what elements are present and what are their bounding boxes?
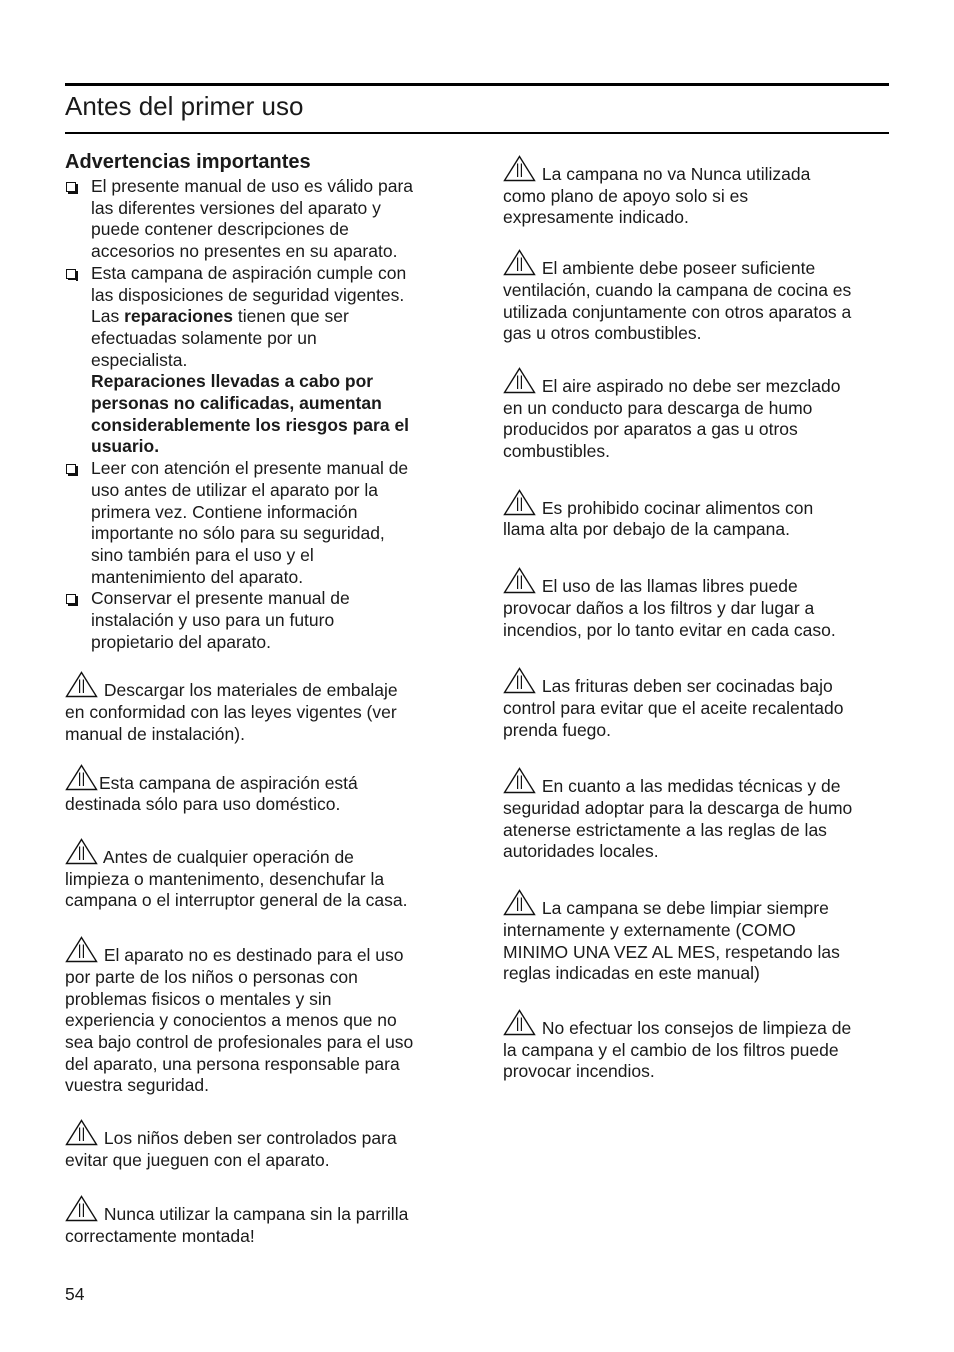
warning-line: seguridad adoptar para la descarga de humo (503, 798, 853, 819)
bullet-line: accesorios no presentes en su aparato. (91, 241, 398, 262)
bullet-line: puede contener descripciones de (91, 219, 349, 240)
warning-first-line: No efectuar los consejos de limpieza de (537, 1017, 852, 1038)
warning-first-line: El uso de las llamas libres puede (537, 576, 798, 597)
warning-line: en un conducto para descarga de humo (503, 397, 813, 418)
warning-first-line: El aparato no es destinado para el uso (99, 945, 404, 966)
warning-first-line: Nunca utilizar la campana sin la parrilla (99, 1204, 409, 1225)
warning-first-line: Antes de cualquier operación de (99, 846, 354, 867)
bullet-line: tienen que ser (233, 306, 349, 327)
warning-paragraph (65, 936, 455, 1097)
warning-line: correctamente montada! (65, 1226, 255, 1247)
warning-line: experiencia y conocientos a menos que no (65, 1010, 397, 1031)
warning-triangle-icon (503, 489, 536, 516)
warning-line: utilizada conjuntamente con otros aparatos a (503, 301, 852, 322)
warning-triangle-icon (65, 1195, 98, 1222)
bullet-line: primera vez. Contiene información (91, 501, 358, 522)
warning-paragraph (503, 567, 893, 641)
bullet-line: mantenimiento del aparato. (91, 566, 304, 587)
warning-paragraph (503, 155, 893, 229)
warning-line: campana o el interruptor general de la casa. (65, 890, 408, 911)
bullet-item (65, 263, 455, 458)
warning-paragraph (503, 1009, 893, 1083)
page-number: 54 (65, 1284, 85, 1304)
bullet-line: instalación y uso para un futuro (91, 610, 335, 631)
warning-paragraph (65, 764, 455, 816)
bullet-line: especialista. (91, 349, 188, 370)
bullet-line: uso antes de utilizar el aparato por la (91, 479, 378, 500)
header-rule-bottom (65, 132, 889, 134)
bold-warning-line: personas no calificadas, aumentan (91, 393, 382, 414)
bold-keyword: reparaciones (124, 306, 234, 327)
warning-triangle-icon (503, 667, 536, 694)
warning-paragraph (65, 1119, 455, 1171)
warning-line: problemas fisicos o mentales y sin (65, 988, 332, 1009)
bullet-list (65, 176, 455, 653)
warning-paragraph (503, 367, 893, 463)
warning-line: como plano de apoyo solo si es (503, 185, 749, 206)
warning-triangle-icon (65, 764, 98, 791)
warning-first-line: Es prohibido cocinar alimentos con (537, 497, 814, 518)
warning-triangle-icon (503, 1009, 536, 1036)
warning-line: limpieza o mantenimento, desenchufar la (65, 868, 385, 889)
warning-line: expresamente indicado. (503, 207, 689, 228)
warning-first-line: El ambiente debe poseer suficiente (537, 258, 816, 279)
bold-warning-line: Reparaciones llevadas a cabo por (91, 371, 374, 392)
warning-line: internamente y externamente (COMO (503, 919, 796, 940)
warning-line: provocar daños a los filtros y dar lugar a (503, 597, 815, 618)
warning-line: destinada sólo para uso doméstico. (65, 794, 341, 815)
warning-line: ventilación, cuando la campana de cocina es (503, 279, 852, 300)
warning-triangle-icon (503, 155, 536, 182)
bullet-line: Las (91, 306, 125, 327)
bullet-line: sino también para el uso y el (91, 544, 314, 565)
checkbox-bullet-icon (66, 182, 76, 192)
warning-line: la campana y el cambio de los filtros puede (503, 1039, 839, 1060)
warning-line: por parte de los niños o personas con (65, 966, 358, 987)
warning-paragraph (503, 249, 893, 345)
warning-paragraph (503, 667, 893, 741)
bold-warning-line: usuario. (91, 436, 160, 457)
bold-warning-line: considerablemente los riesgos para el (91, 414, 410, 435)
warning-first-line: Esta campana de aspiración está (99, 772, 358, 793)
warning-line: llama alta por debajo de la campana. (503, 519, 790, 540)
warning-paragraph (65, 838, 455, 912)
bullet-line: importante no sólo para su seguridad, (91, 523, 385, 544)
warning-line: en conformidad con las leyes vigentes (ver (65, 702, 397, 723)
warning-line: atenerse estrictamente a las reglas de las (503, 819, 827, 840)
warning-triangle-icon (65, 671, 98, 698)
warning-paragraph (65, 1195, 455, 1247)
warning-paragraph (503, 889, 893, 985)
warning-line: incendios, por lo tanto evitar en cada caso. (503, 619, 836, 640)
bullet-line: Esta campana de aspiración cumple con (91, 262, 407, 283)
bullet-line: propietario del aparato. (91, 631, 271, 652)
left-column (65, 149, 455, 1248)
warning-line: manual de instalación). (65, 723, 245, 744)
warning-first-line: El aire aspirado no debe ser mezclado (537, 375, 841, 396)
bullet-line: El presente manual de uso es válido para (91, 176, 414, 196)
header-rule-top (65, 83, 889, 86)
warning-paragraph (65, 671, 455, 745)
warning-line: vuestra seguridad. (65, 1075, 209, 1096)
warning-first-line: En cuanto a las medidas técnicas y de (537, 776, 841, 797)
warning-line: provocar incendios. (503, 1061, 655, 1082)
warning-triangle-icon (503, 889, 536, 916)
warning-triangle-icon (65, 1119, 98, 1146)
warning-line: combustibles. (503, 441, 610, 462)
warning-line: sea bajo control de profesionales para el uso (65, 1031, 414, 1052)
warnings-left (65, 671, 455, 1247)
checkbox-bullet-icon (66, 464, 76, 474)
warning-first-line: Las frituras deben ser cocinadas bajo (537, 676, 833, 697)
warning-line: producidos por aparatos a gas u otros (503, 419, 798, 440)
warning-paragraph (503, 767, 893, 863)
bullet-item (65, 458, 455, 588)
warning-line: gas u otros combustibles. (503, 323, 702, 344)
warning-paragraph (503, 489, 893, 541)
bullet-item (65, 588, 455, 653)
warning-triangle-icon (503, 767, 536, 794)
warning-triangle-icon (65, 936, 98, 963)
warning-line: del aparato, una persona responsable para (65, 1053, 400, 1074)
bullet-line: efectuadas solamente por un (91, 327, 317, 348)
bullet-line: Conservar el presente manual de (91, 588, 350, 609)
warning-line: evitar que jueguen con el aparato. (65, 1149, 330, 1170)
bullet-line: las diferentes versiones del aparato y (91, 197, 381, 218)
warning-line: prenda fuego. (503, 719, 612, 740)
warning-line: reglas indicadas en este manual) (503, 963, 760, 984)
warning-line: MINIMO UNA VEZ AL MES, respetando las (503, 941, 840, 962)
bullet-item (65, 176, 455, 263)
warning-first-line: Los niños deben ser controlados para (99, 1128, 397, 1149)
warning-first-line: La campana no va Nunca utilizada (537, 164, 811, 184)
checkbox-bullet-icon (66, 269, 76, 279)
warning-triangle-icon (503, 367, 536, 394)
warning-first-line: Descargar los materiales de embalaje (99, 680, 398, 701)
right-column (503, 155, 893, 1083)
warning-line: control para evitar que el aceite recalentado (503, 697, 844, 718)
bullet-line: las disposiciones de seguridad vigentes. (91, 284, 405, 305)
warning-triangle-icon (503, 567, 536, 594)
section-heading: Advertencias importantes (65, 151, 311, 173)
warning-triangle-icon (65, 838, 98, 865)
page-title: Antes del primer uso (65, 91, 304, 121)
warning-line: autoridades locales. (503, 841, 659, 862)
checkbox-bullet-icon (66, 594, 76, 604)
warnings-right (503, 155, 893, 1083)
warning-triangle-icon (503, 249, 536, 276)
warning-first-line: La campana se debe limpiar siempre (537, 898, 829, 919)
bullet-line: Leer con atención el presente manual de (91, 458, 409, 479)
